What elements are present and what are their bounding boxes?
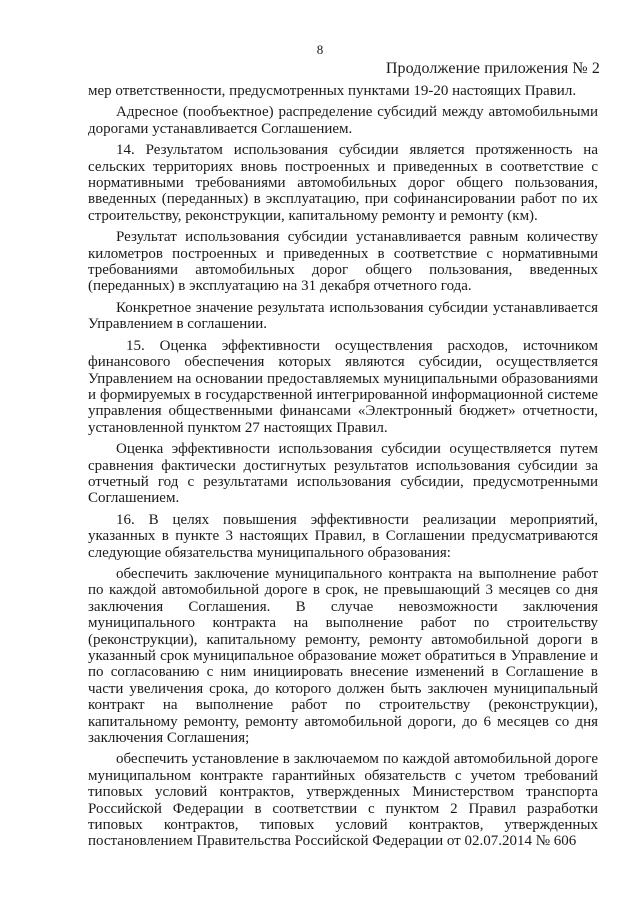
paragraph-1: мер ответственности, предусмотренных пунктами 19-20 настоящих Правил. (88, 83, 577, 99)
paragraph-3: 14. Результатом использования субсидии является протяженность на сельских территориях вновь построенных и приведенных в соответствие с нормативными требованиями автомобильных дорог общего пользования, введенных (переданных) в эксплуатацию, при софинансировании работ по их строительству, реконструкции, капитальному ремонту и ремонту (км). (88, 142, 598, 224)
paragraph-8: 16. В целях повышения эффективности реализации мероприятий, указанных в пункте 3 настоящих Правил, в Соглашении предусматриваются следующие обязательства муниципального образования: (88, 511, 598, 561)
paragraph-2: Адресное (пообъектное) распределение субсидий между автомобильными дорогами устанавливается Соглашением. (88, 104, 598, 137)
paragraph-9: обеспечить заключение муниципального контракта на выполнение работ по каждой автомобильной дороге в срок, не превышающий 3 месяцев со дня заключения Соглашения. В случае невозможности заключения муниципального контракта на выполнение работ по строительству (реконструкции), капитальному ремонту, ремонту автомобильной дороги в указанный срок муниципальное образование может обратиться в Управление и по согласованию с ним инициировать внесение изменений в Соглашение в части увеличения срока, до которого должен быть заключен муниципальный контракт на выполнение работ по строительству (реконструкции), капитальному ремонту, ремонту автомобильной дороги, до 6 месяцев со дня заключения Соглашения; (88, 565, 598, 747)
paragraph-5: Конкретное значение результата использования субсидии устанавливается Управлением в соглашении. (88, 299, 598, 333)
page-number: 8 (316, 42, 324, 57)
document-body (88, 83, 598, 855)
paragraph-7: Оценка эффективности использования субсидии осуществляется путем сравнения фактически достигнутых результатов использования субсидии за отчетный год с результатами использования субсидии, предусмотренными Соглашением. (88, 441, 598, 507)
paragraph-6: 15. Оценка эффективности осуществления расходов, источником финансового обеспечения которых являются субсидии, осуществляется Управлением на основании предоставляемых муниципальными образованиями и формируемых в государственной интегрированной информационной системе управления общественными финансами «Электронный бюджет» отчетности, установленной пунктом 27 настоящих Правил. (88, 337, 598, 436)
paragraph-4: Результат использования субсидии устанавливается равным количеству километров построенных и приведенных в соответствие с нормативными требованиями автомобильных дорог общего пользования, введенных (переданных) в эксплуатацию на 31 декабря отчетного года. (88, 229, 598, 295)
paragraph-10: обеспечить установление в заключаемом по каждой автомобильной дороге муниципальном контракте гарантийных обязательств с учетом требований типовых условий контрактов, утвержденных Министерством транспорта Российской Федерации в соответствии с пунктом 2 Правил разработки типовых контрактов, типовых условий контрактов, утвержденных постановлением Правительства Российской Федерации от 02.07.2014 № 606 (88, 751, 598, 850)
appendix-header: Продолжение приложения № 2 (385, 60, 600, 77)
